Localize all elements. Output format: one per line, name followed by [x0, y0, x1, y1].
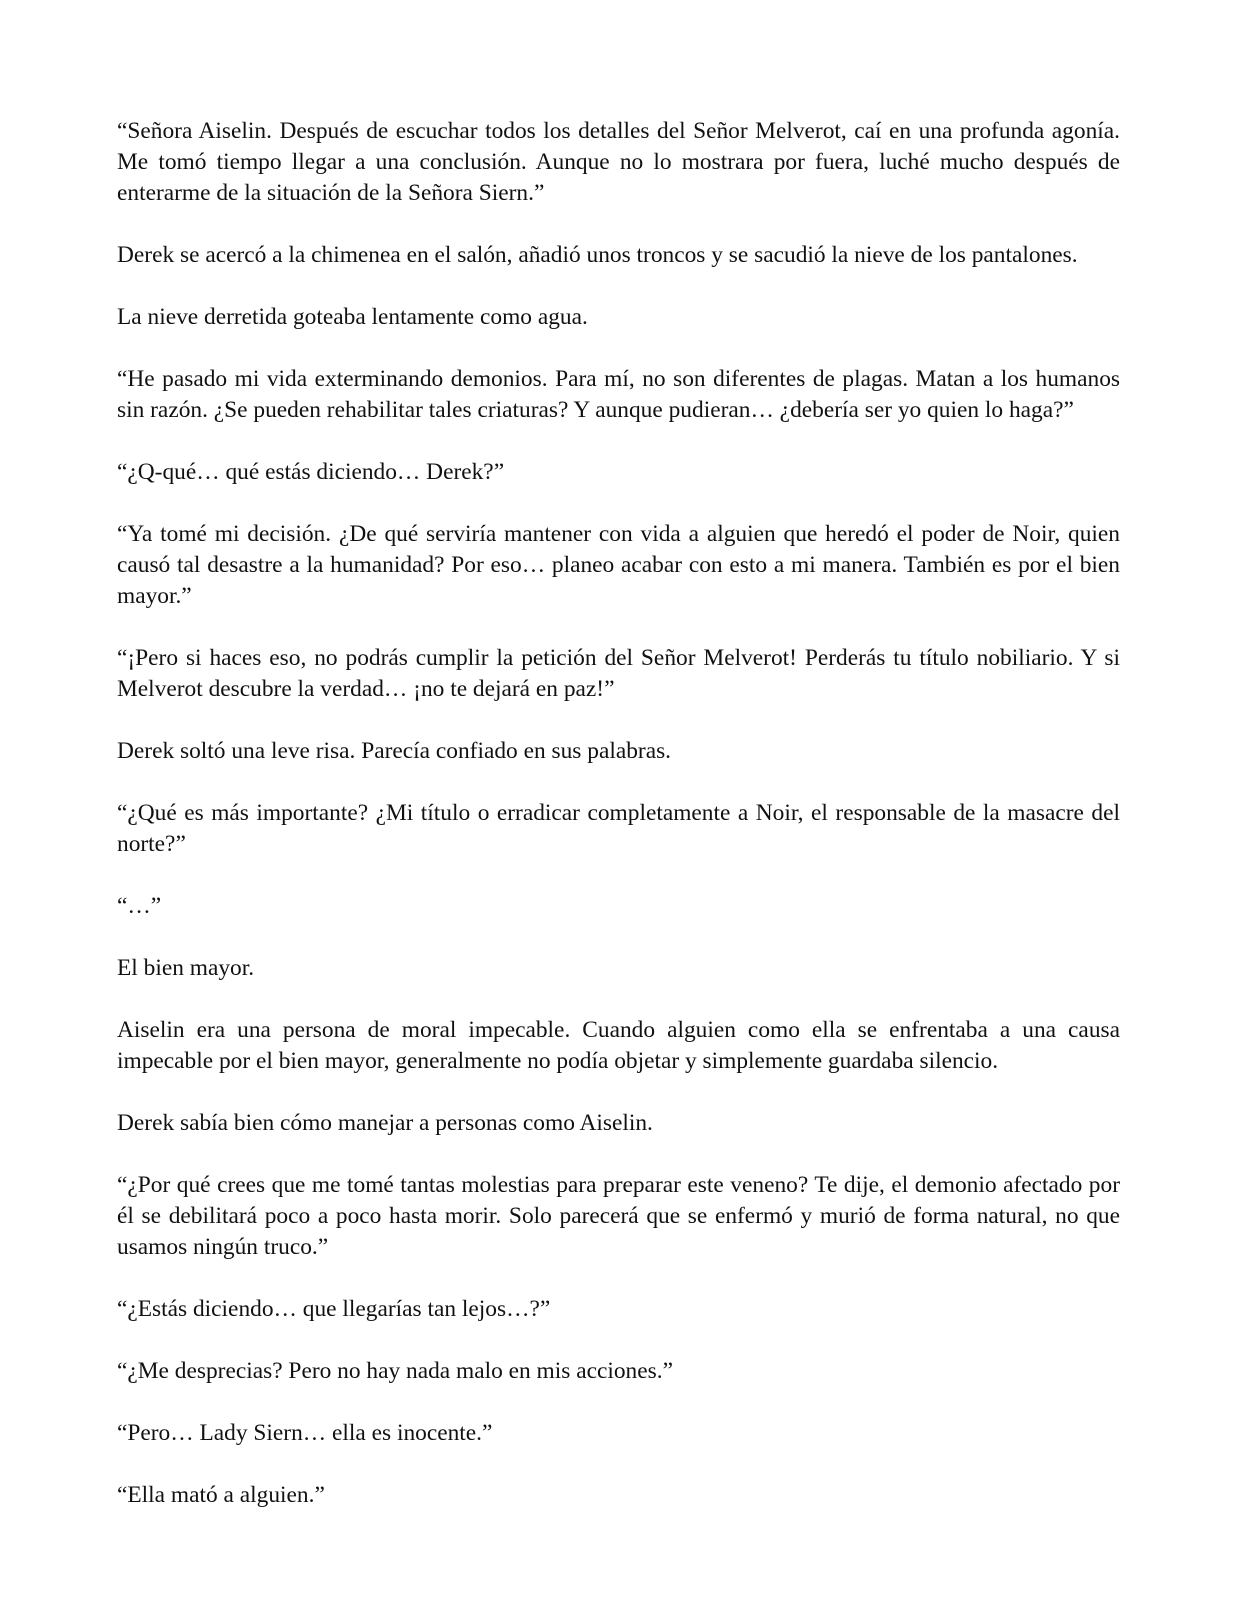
paragraph: La nieve derretida goteaba lentamente como agua.	[117, 304, 588, 330]
paragraph: “Pero… Lady Siern… ella es inocente.”	[117, 1420, 493, 1446]
paragraph: El bien mayor.	[117, 955, 255, 981]
document-body	[117, 116, 1120, 1542]
paragraph: “¿Por qué crees que me tomé tantas molestias para preparar este veneno? Te dije, el demonio afectado por él se debilitará poco a poco hasta morir. Solo parecerá que se enfermó y murió de forma natural, no que usamos ningún truco.”	[117, 1172, 1120, 1260]
paragraph: “He pasado mi vida exterminando demonios. Para mí, no son diferentes de plagas. Matan a los humanos sin razón. ¿Se pueden rehabilitar tales criaturas? Y aunque pudieran… ¿debería ser yo quien lo haga?”	[117, 366, 1120, 423]
paragraph: “Señora Aiselin. Después de escuchar todos los detalles del Señor Melverot, caí en una profunda agonía. Me tomó tiempo llegar a una conclusión. Aunque no lo mostrara por fuera, luché mucho después de enterarme de la situación de la Señora Siern.”	[117, 118, 1120, 206]
paragraph: “Ya tomé mi decisión. ¿De qué serviría mantener con vida a alguien que heredó el poder de Noir, quien causó tal desastre a la humanidad? Por eso… planeo acabar con esto a mi manera. También es por el bien mayor.”	[117, 521, 1120, 609]
paragraph: “¡Pero si haces eso, no podrás cumplir la petición del Señor Melverot! Perderás tu título nobiliario. Y si Melverot descubre la verdad… ¡no te dejará en paz!”	[117, 645, 1120, 702]
paragraph: “Ella mató a alguien.”	[117, 1482, 325, 1508]
paragraph: Derek soltó una leve risa. Parecía confiado en sus palabras.	[117, 738, 672, 764]
paragraph: “¿Estás diciendo… que llegarías tan lejos…?”	[117, 1296, 551, 1322]
paragraph: “¿Qué es más importante? ¿Mi título o erradicar completamente a Noir, el responsable de la masacre del norte?”	[117, 800, 1120, 857]
paragraph: Aiselin era una persona de moral impecable. Cuando alguien como ella se enfrentaba a una causa impecable por el bien mayor, generalmente no podía objetar y simplemente guardaba silencio.	[117, 1017, 1120, 1074]
paragraph: Derek sabía bien cómo manejar a personas como Aiselin.	[117, 1110, 653, 1136]
paragraph: “…”	[117, 893, 162, 919]
paragraph: Derek se acercó a la chimenea en el salón, añadió unos troncos y se sacudió la nieve de los pantalones.	[117, 242, 1078, 268]
paragraph: “¿Me desprecias? Pero no hay nada malo en mis acciones.”	[117, 1358, 673, 1384]
paragraph: “¿Q-qué… qué estás diciendo… Derek?”	[117, 459, 505, 485]
